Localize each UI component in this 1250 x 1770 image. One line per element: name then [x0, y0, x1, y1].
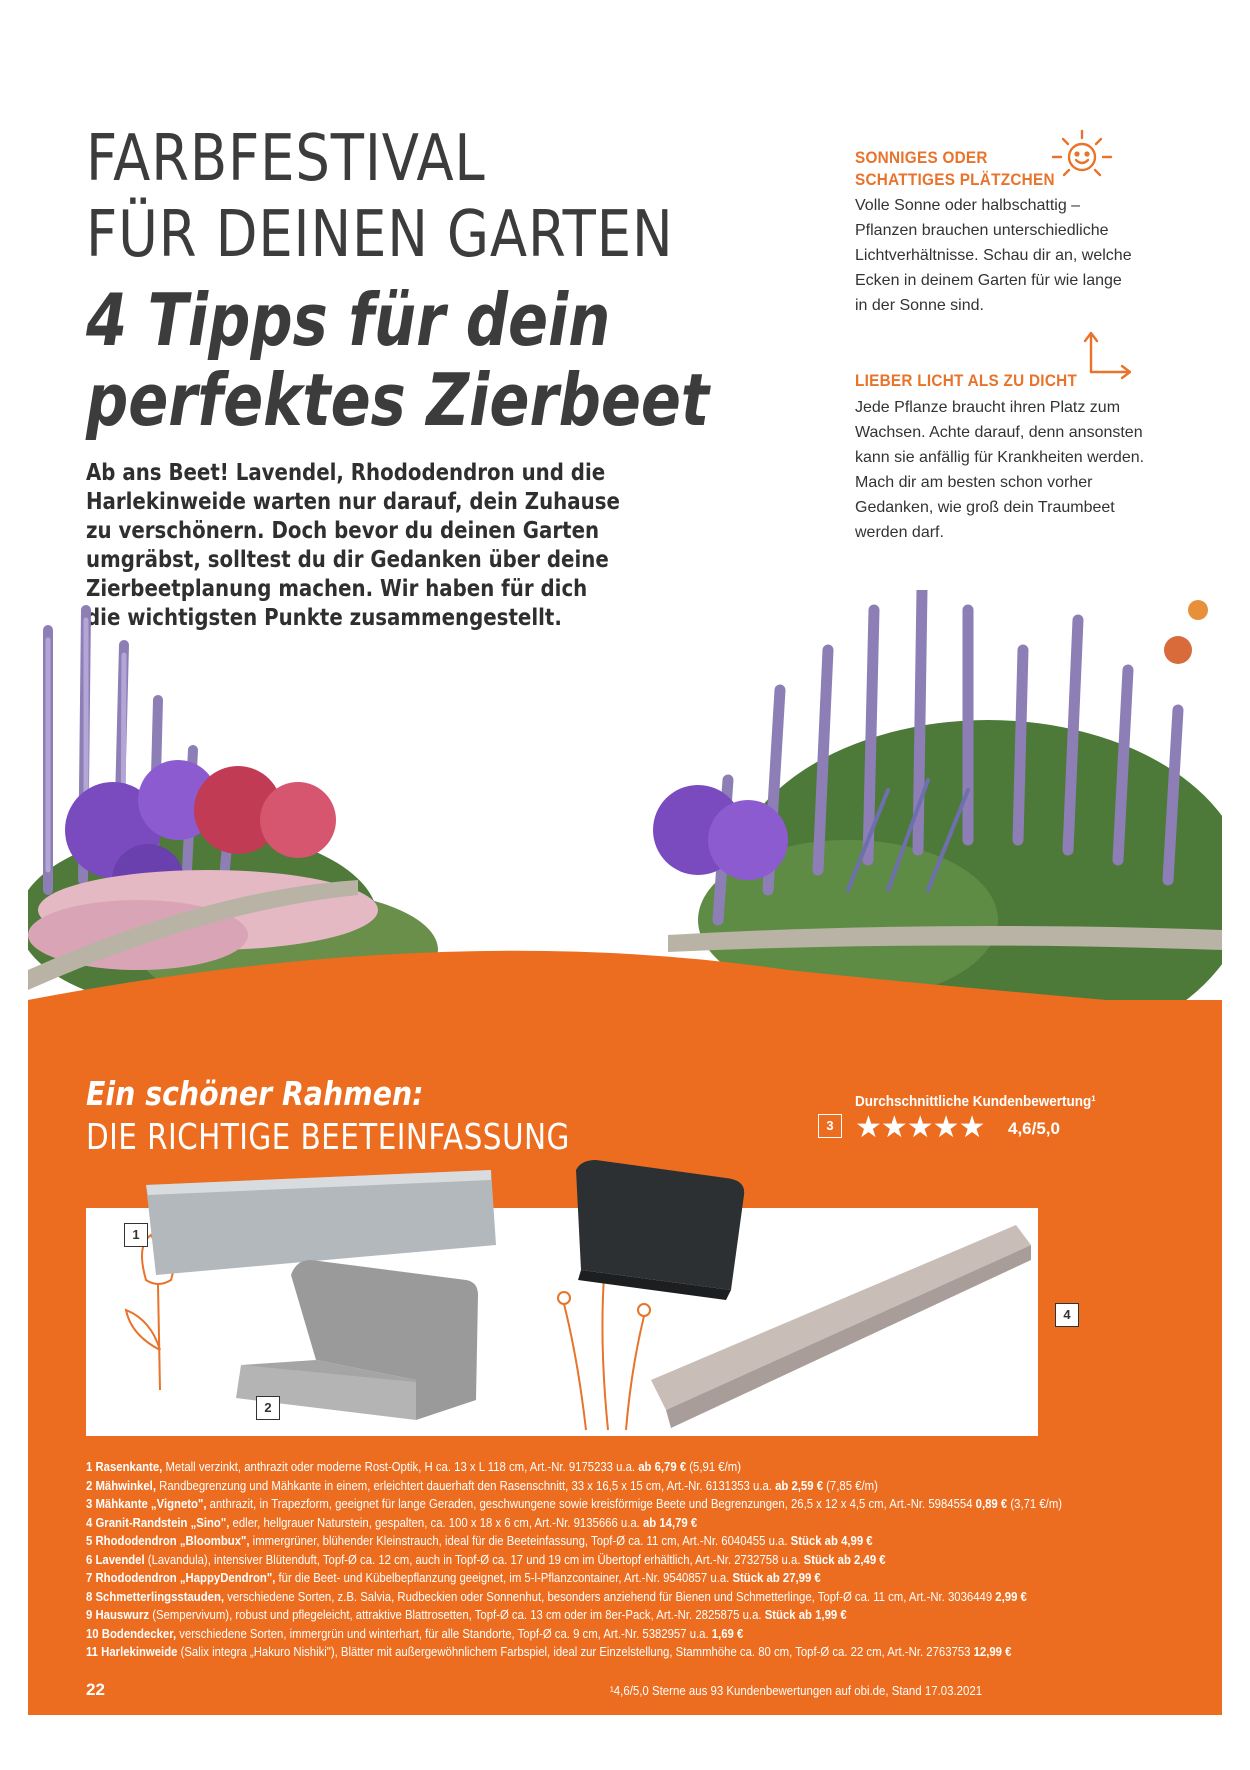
headline-line-1: FARBFESTIVAL: [86, 122, 486, 196]
tip-2-text: [855, 395, 1185, 545]
sun-icon: [1047, 127, 1117, 187]
product-list: [86, 1458, 1196, 1662]
rating-stars: ★★★★★: [855, 1111, 985, 1144]
tip-text-line: in der Sonne sind.: [855, 297, 984, 314]
tip-title-line: SCHATTIGES PLÄTZCHEN: [855, 170, 1055, 189]
tip-text-line: Jede Pflanze braucht ihren Platz zum: [855, 399, 1121, 416]
headline-line-3: 4 Tipps für dein: [86, 278, 611, 362]
rating-value: 4,6/5,0: [1008, 1119, 1060, 1138]
tip-text-line: Wachsen. Achte darauf, denn ansonsten: [855, 424, 1143, 441]
tip-2-title: [855, 370, 1077, 392]
tip-text-line: Pflanzen brauchen unterschiedliche: [855, 222, 1109, 239]
tip-1-text: [855, 193, 1185, 318]
tip-text-line: Gedanken, wie groß dein Traumbeet: [855, 499, 1115, 516]
product-item: 5 Rhododendron „Bloombux", immergrüner, blühender Kleinstrauch, ideal für die Beeteinfassung, Topf-Ø ca. 11 cm, Art.-Nr. 6040455 u.a. Stück ab 4,99 €: [86, 1533, 873, 1548]
frame-title: Ein schöner Rahmen:: [86, 1074, 424, 1113]
tip-text-line: Lichtverhältnisse. Schau dir an, welche: [855, 247, 1132, 264]
axis-arrows-icon: [1077, 328, 1137, 386]
product-item: 2 Mähwinkel, Randbegrenzung und Mähkante in einem, erleichtert dauerhaft den Rasenschnitt, 33 x 16,5 x 15 cm, Art.-Nr. 6131353 u.a. ab 2,59 € (7,85 €/m): [86, 1477, 878, 1493]
product-marker-4: 4: [1055, 1303, 1079, 1327]
product-marker-3: 3: [818, 1114, 842, 1138]
tip-text-line: Mach dir am besten schon vorher: [855, 474, 1093, 491]
footnote: ¹4,6/5,0 Sterne aus 93 Kundenbewertungen auf obi.de, Stand 17.03.2021: [610, 1683, 983, 1698]
product-marker-2: 2: [256, 1396, 280, 1420]
headline-line-2: FÜR DEINEN GARTEN: [86, 198, 674, 272]
frame-subtitle: DIE RICHTIGE BEETEINFASSUNG: [86, 1117, 570, 1158]
tip-text-line: werden darf.: [855, 524, 944, 541]
product-item: 4 Granit-Randstein „Sino", edler, hellgrauer Naturstein, gespalten, ca. 100 x 18 x 6 cm, Art.-Nr. 9135666 u.a. ab 14,79 €: [86, 1514, 698, 1530]
product-marker-1: 1: [124, 1223, 148, 1247]
tip-1-title: [855, 147, 1055, 191]
page-number: 22: [86, 1680, 105, 1699]
intro-line: umgräbst, solltest du dir Gedanken über deine: [86, 547, 609, 573]
product-item: 8 Schmetterlingsstauden, verschiedene Sorten, z.B. Salvia, Rudbeckien oder Sonnenhut, besonders anziehend für Bienen und Schmetterlinge, Topf-Ø ca. 11 cm, Art.-Nr. 3036449 2,99 €: [86, 1588, 1027, 1604]
product-item: 7 Rhododendron „HappyDendron", für die Beet- und Kübelbepflanzung geeignet, im 5-l-Pflanzcontainer, Art.-Nr. 9540857 u.a. Stück ab 27,99 €: [86, 1570, 821, 1585]
intro-line: Harlekinweide warten nur darauf, dein Zuhause: [86, 489, 620, 515]
product-item: 6 Lavendel (Lavandula), intensiver Blütenduft, Topf-Ø ca. 12 cm, auch in Topf-Ø ca. 17 und 19 cm im Übertopf erhältlich, Art.-Nr. 2732758 u.a. Stück ab 2,49 €: [86, 1551, 886, 1567]
intro-line: die wichtigsten Punkte zusammengestellt.: [86, 605, 562, 631]
headline-line-4: perfektes Zierbeet: [86, 358, 710, 442]
intro-line: Ab ans Beet! Lavendel, Rhododendron und die: [86, 460, 606, 486]
tip-title-line: SONNIGES ODER: [855, 148, 988, 167]
product-item: 3 Mähkante „Vigneto", anthrazit, in Trapezform, geeignet für lange Geraden, geschwungene sowie kreisförmige Beete und Begrenzungen, 26,5 x 12 x 4,5 cm, Art.-Nr. 5984554 0,89 € (3,71 €/m): [86, 1496, 1063, 1511]
product-item: 10 Bodendecker, verschiedene Sorten, immergrün und winterhart, für alle Standorte, Topf-Ø ca. 9 cm, Art.-Nr. 5382957 u.a. 1,69 €: [86, 1625, 744, 1641]
product-illustrations: [86, 1150, 1196, 1450]
product-item: 1 Rasenkante, Metall verzinkt, anthrazit oder moderne Rost-Optik, H ca. 13 x L 118 cm, Art.-Nr. 9175233 u.a. ab 6,79 € (5,91 €/m): [86, 1459, 741, 1474]
product-item: 11 Harlekinweide (Salix integra „Hakuro Nishiki"), Blätter mit außergewöhnlichem Farbspiel, ideal zur Einzelstellung, Stammhöhe ca. 80 cm, Topf-Ø ca. 22 cm, Art.-Nr. 2763753 12,99 €: [86, 1644, 1012, 1659]
rating-label: Durchschnittliche Kundenbewertung¹: [855, 1093, 1096, 1110]
intro-line: Zierbeetplanung machen. Wir haben für dich: [86, 576, 588, 602]
tip-text-line: Ecken in deinem Garten für wie lange: [855, 272, 1122, 289]
tip-title-line: LIEBER LICHT ALS ZU DICHT: [855, 371, 1078, 390]
tip-text-line: Volle Sonne oder halbschattig –: [855, 197, 1081, 214]
intro-line: zu verschönern. Doch bevor du deinen Garten: [86, 518, 600, 544]
tip-text-line: kann sie anfällig für Krankheiten werden.: [855, 449, 1145, 466]
product-item: 9 Hauswurz (Sempervivum), robust und pflegeleicht, attraktive Blattrosetten, Topf-Ø ca. 13 cm oder im 8er-Pack, Art.-Nr. 2825875 u.a. Stück ab 1,99 €: [86, 1607, 847, 1622]
